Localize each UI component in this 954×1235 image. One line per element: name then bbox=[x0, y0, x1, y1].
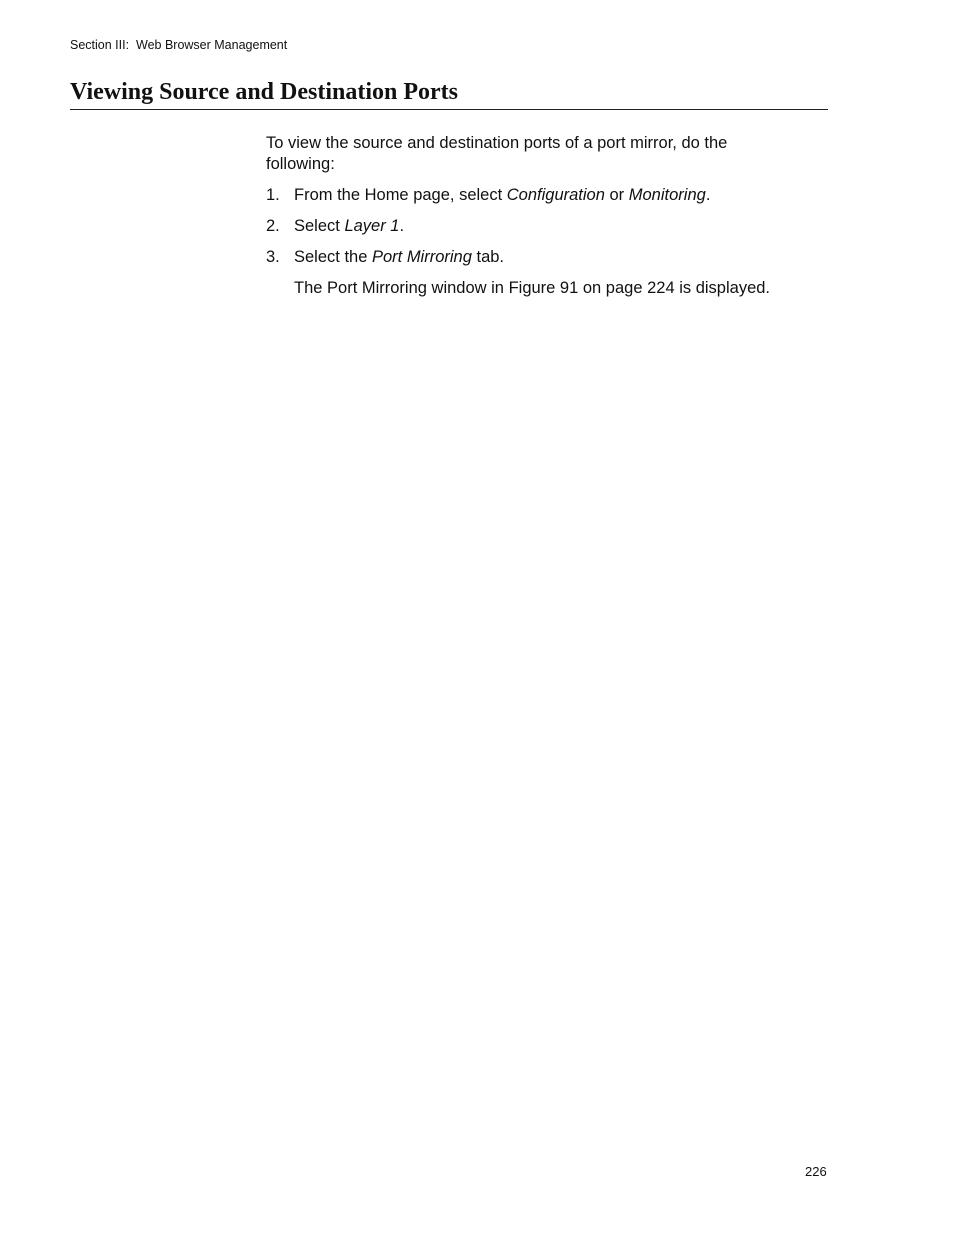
step-text: or bbox=[604, 186, 629, 204]
step-1 bbox=[266, 185, 796, 206]
step-text: . bbox=[399, 217, 405, 235]
step-text: Select bbox=[294, 217, 345, 235]
section-title: Viewing Source and Destination Ports bbox=[70, 76, 828, 110]
menu-name-layer-1: Layer 1 bbox=[344, 217, 400, 235]
page-number: 226 bbox=[805, 1164, 827, 1179]
step-3 bbox=[266, 247, 796, 268]
step-2 bbox=[266, 216, 796, 237]
steps-list bbox=[266, 185, 796, 268]
menu-name-configuration: Configuration bbox=[506, 186, 605, 204]
step-number: 3. bbox=[266, 248, 280, 266]
intro-paragraph: To view the source and destination ports of a port mirror, do the following: bbox=[266, 134, 728, 173]
step-number: 2. bbox=[266, 217, 280, 235]
step-number: 1. bbox=[266, 186, 280, 204]
tab-name-port-mirroring: Port Mirroring bbox=[371, 248, 472, 266]
section-body bbox=[266, 133, 796, 299]
step-text: From the Home page, select bbox=[294, 186, 507, 204]
step-text: Select the bbox=[294, 248, 372, 266]
step-result: The Port Mirroring window in Figure 91 on page 224 is displayed. bbox=[294, 279, 771, 297]
step-text: tab. bbox=[471, 248, 505, 266]
step-text: . bbox=[705, 186, 711, 204]
menu-name-monitoring: Monitoring bbox=[628, 186, 706, 204]
running-header: Section III: Web Browser Management bbox=[70, 38, 288, 52]
